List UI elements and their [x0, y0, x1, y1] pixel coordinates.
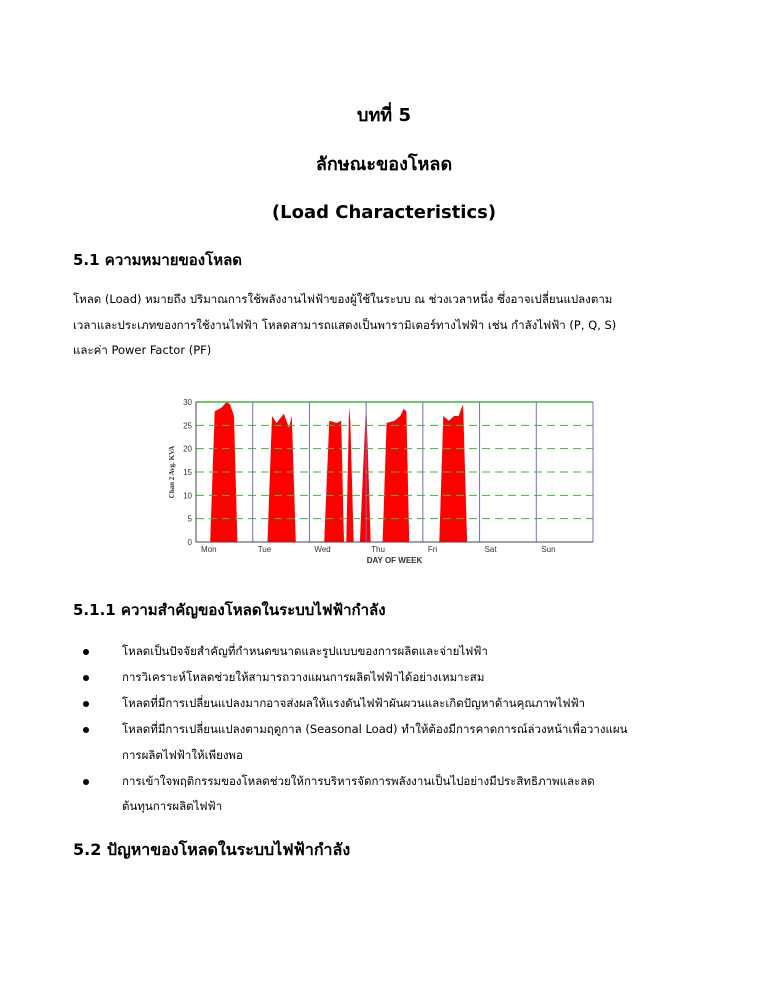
x-tick-label: Tue [257, 545, 272, 554]
bullet-text: โหลดที่มีการเปลี่ยนแปลงตามฤดูกาล (Seasonal Load) ทำให้ต้องมีการคาดการณ์ล่วงหน้าเพื่อวางแผน [122, 722, 628, 736]
x-tick-label: Fri [427, 545, 438, 554]
chapter-title-thai: ลักษณะของโหลด [315, 154, 453, 175]
paragraph-line: เวลาและประเภทของการใช้งานไฟฟ้า โหลดสามารถแสดงเป็นพารามิเตอร์ทางไฟฟ้า เช่น กำลังไฟฟ้า (P, Q, S) [73, 318, 617, 332]
bullet-text: การเข้าใจพฤติกรรมของโหลดช่วยให้การบริหารจัดการพลังงานเป็นไปอย่างมีประสิทธิภาพและลด [122, 774, 595, 788]
bullet-icon [83, 727, 89, 733]
bullet-icon [83, 701, 89, 707]
bullet-text: การผลิตไฟฟ้าให้เพียงพอ [122, 748, 243, 762]
load-chart [160, 395, 600, 570]
y-tick-label: 15 [183, 468, 192, 477]
y-tick-label: 25 [183, 421, 192, 431]
paragraph-line: โหลด (Load) หมายถึง ปริมาณการใช้พลังงานไฟฟ้าของผู้ใช้ในระบบ ณ ช่วงเวลาหนึ่ง ซึ่งอาจเปลี่ยนแปลงตาม [73, 292, 613, 306]
y-tick-label: 20 [183, 444, 192, 454]
x-axis-label: DAY OF WEEK [366, 556, 423, 565]
y-tick-label: 10 [183, 491, 192, 501]
chapter-number: บทที่ 5 [357, 105, 411, 126]
section-5-1-heading: 5.1 ความหมายของโหลด [73, 251, 243, 269]
bullet-icon [83, 649, 89, 655]
bullet-text: โหลดที่มีการเปลี่ยนแปลงมากอาจส่งผลให้แรงดันไฟฟ้าผันผวนและเกิดปัญหาด้านคุณภาพไฟฟ้า [122, 696, 586, 710]
bullet-text: การวิเคราะห์โหลดช่วยให้สามารถวางแผนการผลิตไฟฟ้าได้อย่างเหมาะสม [122, 670, 485, 684]
bullet-text: โหลดเป็นปัจจัยสำคัญที่กำหนดขนาดและรูปแบบของการผลิตและจ่ายไฟฟ้า [122, 644, 488, 658]
bullet-icon [83, 675, 89, 681]
chapter-title-english: (Load Characteristics) [271, 202, 497, 223]
section-5-2-heading: 5.2 ปัญหาของโหลดในระบบไฟฟ้ากำลัง [73, 840, 351, 859]
bullet-icon [83, 779, 89, 785]
y-tick-label: 0 [187, 538, 192, 547]
bullet-text: ต้นทุนการผลิตไฟฟ้า [122, 799, 223, 813]
y-axis-label: Chan 2 Avg. KVA [168, 445, 176, 499]
x-tick-label: Thu [371, 545, 385, 554]
x-tick-label: Wed [314, 545, 331, 554]
y-tick-label: 30 [183, 398, 192, 407]
paragraph-line: และค่า Power Factor (PF) [73, 343, 212, 357]
y-tick-label: 5 [187, 514, 192, 524]
section-5-1-1-heading: 5.1.1 ความสำคัญของโหลดในระบบไฟฟ้ากำลัง [73, 601, 386, 619]
x-tick-label: Mon [201, 545, 217, 554]
x-tick-label: Sat [484, 545, 497, 554]
x-tick-label: Sun [541, 545, 556, 554]
